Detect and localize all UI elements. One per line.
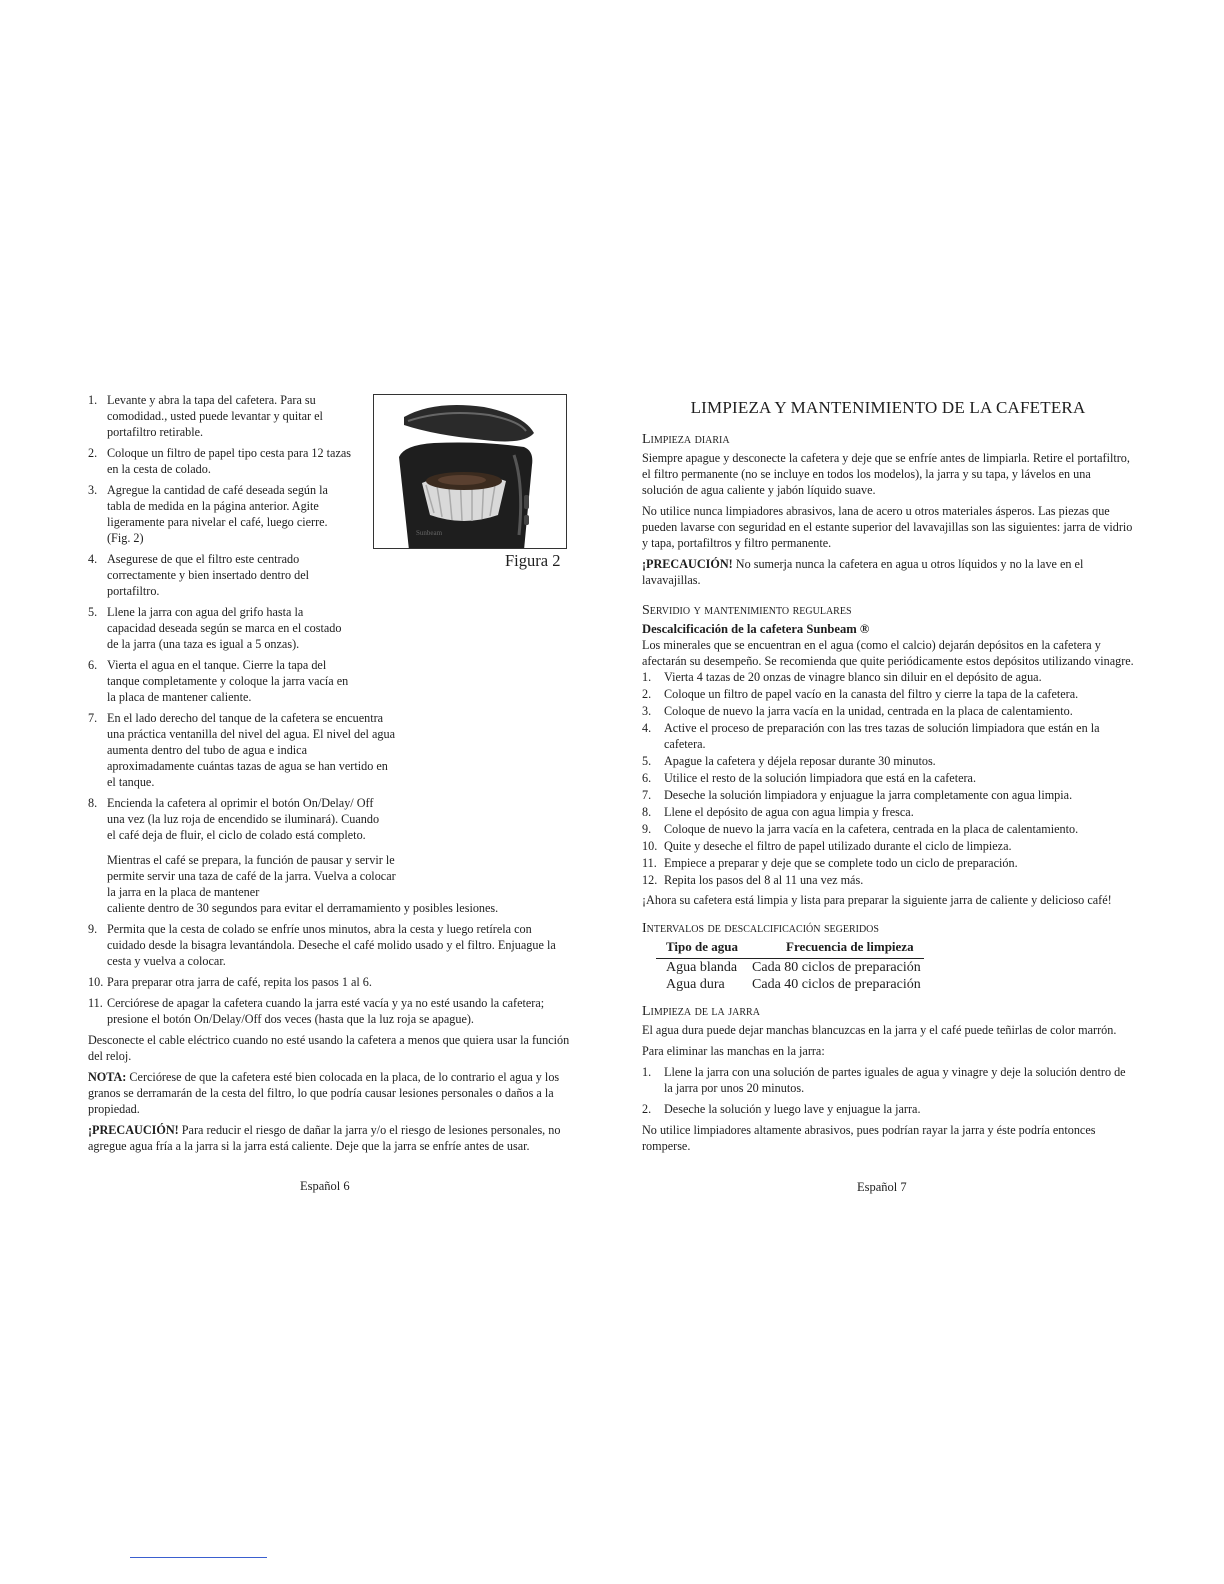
brew-step: 4. Asegurese de que el filtro este centrado correctamente y bien insertado dentro del portafiltro. (88, 552, 310, 598)
pause-serve-text: Mientras el café se prepara, la función de pausar y servir le permite servir una taza de café de la jarra. Vuelva a colocar la jarra en la placa de mantener caliente dentro de 30 segundos para evitar el derramamiento y posibles lesiones. (107, 853, 499, 915)
daily-caution: ¡PRECAUCIÓN! No sumerja nunca la cafetera en agua u otros líquidos y no la lave en el lavavajillas. (642, 557, 1084, 587)
daily-paragraph-1: Siempre apague y desconecte la cafetera y deje que se enfríe antes de limpiarla. Retire el portafiltro, el filtro permanente (no se incluye en todos los modelos), la jarra y su tapa, y lávelos en una solución de agua caliente y jabón líquido suave. (642, 451, 1130, 497)
brew-step: 3. Agregue la cantidad de café deseada según la tabla de medida en la página anterior. Agite ligeramente para nivelar el café, luego cierre. (Fig. 2) (88, 483, 328, 545)
column-header: Tipo de agua (656, 939, 748, 959)
note-paragraph: NOTA: Cerciórese de que la cafetera esté bien colocada en la placa, de lo contrario el agua y los granos se derramarán de la cesta del filtro, lo que podría causar lesiones personales o daños a la propiedad. (88, 1070, 560, 1116)
brew-step: 8. Encienda la cafetera al oprimir el botón On/Delay/ Off una vez (la luz roja de encendido se iluminará). Cuando el café deja de fluir, el ciclo de colado está completo. Mientras el café se prepara, la función de pausar y servir le permite servir una taza de café de la jarra. Vuelva a colocar la jarra en la placa de mantener caliente dentro de 30 segundos para evitar el derramamiento y posibles lesiones. (88, 795, 572, 916)
descaling-step: 10. Quite y deseche el filtro de papel utilizado durante el ciclo de limpieza. (642, 839, 1012, 853)
brew-step: 10. Para preparar otra jarra de café, repita los pasos 1 al 6. (88, 975, 372, 989)
section-heading-intervals: Intervalos de descalcificación segeridos (642, 921, 879, 936)
right-page (642, 392, 1134, 1159)
descaling-steps-list (642, 669, 1134, 888)
descaling-step: 4. Active el proceso de preparación con las tres tazas de solución limpiadora que están en la cafetera. (642, 721, 1100, 751)
brew-step: 5. Llene la jarra con agua del grifo hasta la capacidad deseada según se marca en el costado de la jarra (una taza es igual a 5 onzas). (88, 605, 342, 651)
daily-paragraph-2: No utilice nunca limpiadores abrasivos, lana de acero u otros materiales ásperos. Las piezas que pueden lavarse con seguridad en el estante superior del lavavajillas son las siguientes: jarra de vidrio y tapa, portafiltros y filtro permanente. (642, 504, 1133, 550)
table-cell: Cada 40 ciclos de preparación (752, 977, 921, 992)
section-heading-service: Servidio y mantenimiento regulares (642, 603, 852, 618)
caution-paragraph: ¡PRECAUCIÓN! Para reducir el riesgo de dañar la jarra y/o el riesgo de lesiones personales, no agregue agua fría a la jarra si la jarra está caliente. Deje que la jarra se enfríe antes de usar. (88, 1123, 561, 1153)
descaling-subheading: Descalcificación de la cafetera Sunbeam ® (642, 622, 870, 636)
bottom-link-rule (130, 1557, 267, 1558)
jar-paragraph-3: No utilice limpiadores altamente abrasivos, pues podrían rayar la jarra y éste podría entonces romperse. (642, 1123, 1096, 1153)
figure-caption: Figura 2 (505, 551, 561, 570)
table-row (656, 976, 924, 993)
descaling-step: 11. Empiece a preparar y deje que se complete todo un ciclo de preparación. (642, 856, 1018, 870)
descaling-step: 8. Llene el depósito de agua con agua limpia y fresca. (642, 805, 914, 819)
descaling-step: 2. Coloque un filtro de papel vacío en la canasta del filtro y cierre la tapa de la cafetera. (642, 687, 1079, 701)
brew-step: 7. En el lado derecho del tanque de la cafetera se encuentra una práctica ventanilla del nivel del agua. El nivel del agua aumenta dentro del tubo de agua e indica aproximadamente cuántas tazas de agua se han vertido en el tanque. (88, 711, 395, 789)
table-cell: Agua blanda (666, 960, 738, 975)
brew-step: 2. Coloque un filtro de papel tipo cesta para 12 tazas en la cesta de colado. (88, 446, 352, 476)
column-header: Frecuencia de limpieza (748, 939, 924, 959)
page-number-left: Español 6 (300, 1179, 350, 1193)
descaling-step: 3. Coloque de nuevo la jarra vacía en la unidad, centrada en la placa de calentamiento. (642, 704, 1073, 718)
descaling-step: 1. Vierta 4 tazas de 20 onzas de vinagre blanco sin diluir en el depósito de agua. (642, 670, 1042, 684)
jar-paragraph-2: Para eliminar las manchas en la jarra: (642, 1044, 825, 1058)
intervals-table (656, 939, 924, 993)
brand-mark: Sunbeam (416, 529, 443, 537)
descaling-step: 6. Utilice el resto de la solución limpiadora que está en la cafetera. (642, 771, 977, 785)
jar-step: 1. Llene la jarra con una solución de partes iguales de agua y vinagre y deje la solución dentro de la jarra por unos 20 minutos. (642, 1065, 1126, 1095)
jar-step: 2. Deseche la solución y luego lave y enjuague la jarra. (642, 1102, 921, 1116)
descaling-outro: ¡Ahora su cafetera está limpia y lista para preparar la siguiente jarra de caliente y delicioso café! (642, 893, 1112, 907)
brew-step: 1. Levante y abra la tapa del cafetera. Para su comodidad., usted puede levantar y quitar el portafiltro retirable. (88, 393, 323, 439)
coffee-maker-figure (373, 394, 567, 549)
descaling-step: 7. Deseche la solución limpiadora y enjuague la jarra completamente con agua limpia. (642, 788, 1073, 802)
descaling-step: 5. Apague la cafetera y déjela reposar durante 30 minutos. (642, 754, 936, 768)
coffee-maker-illustration (374, 395, 567, 549)
descaling-step: 12. Repita los pasos del 8 al 11 una vez más. (642, 873, 864, 887)
unplug-paragraph: Desconecte el cable eléctrico cuando no esté usando la cafetera a menos que quiera usar la función del reloj. (88, 1033, 570, 1063)
jar-paragraph-1: El agua dura puede dejar manchas blancuzcas en la jarra y el café puede teñirlas de color marrón. (642, 1023, 1117, 1037)
descaling-intro: Los minerales que se encuentran en el agua (como el calcio) dejarán depósitos en la cafetera y afectarán su desempeño. Se recomienda que quite periódicamente estos depósitos utilizando vinagre. (642, 638, 1134, 668)
table-row (656, 959, 924, 977)
jar-steps-list (642, 1064, 1134, 1117)
brew-step: 11. Cerciórese de apagar la cafetera cuando la jarra esté vacía y ya no esté usando la cafetera; presione el botón On/Delay/Off dos veces (hasta que la luz roja se apague). (88, 996, 545, 1026)
table-cell: Cada 80 ciclos de preparación (752, 960, 921, 975)
section-heading-daily: Limpieza diaria (642, 432, 730, 447)
descaling-step: 9. Coloque de nuevo la jarra vacía en la cafetera, centrada en la placa de calentamiento. (642, 822, 1079, 836)
brew-step: 9. Permita que la cesta de colado se enfríe unos minutos, abra la cesta y luego retírela con cuidado desde la bisagra levantándola. Deseche el café molido usado y el filtro. Enjuague la cesta y vuelva a colocar. (88, 922, 556, 968)
intervals-header-row (656, 939, 924, 959)
page-number-right: Español 7 (857, 1180, 907, 1194)
table-cell: Agua dura (666, 977, 725, 992)
page-title: LIMPIEZA Y MANTENIMIENTO DE LA CAFETERA (690, 398, 1086, 417)
section-heading-jar: Limpieza de la jarra (642, 1004, 760, 1019)
brew-step: 6. Vierta el agua en el tanque. Cierre la tapa del tanque completamente y coloque la jarra vacía en la placa de mantener caliente. (88, 658, 349, 704)
